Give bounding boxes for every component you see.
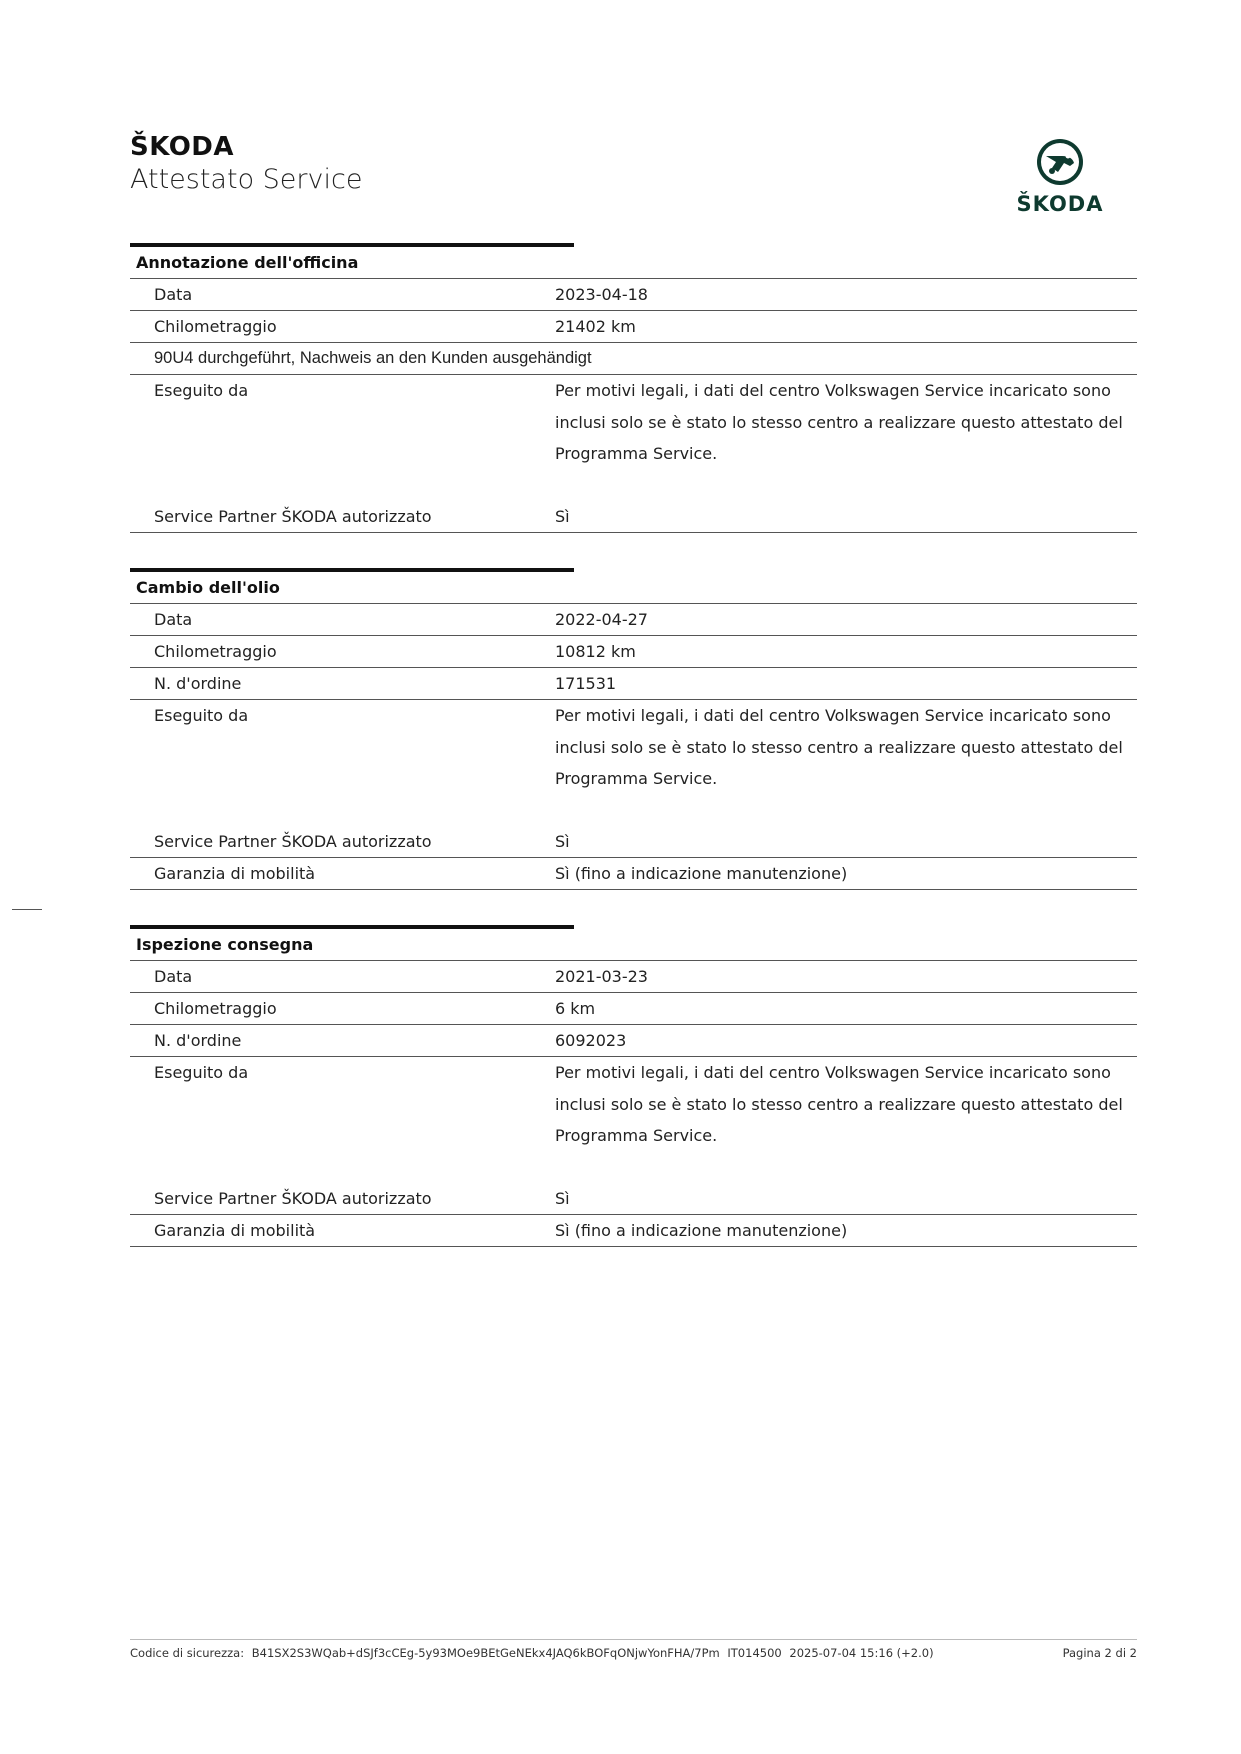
page-footer (130, 1639, 1137, 1660)
fold-mark (12, 909, 42, 910)
row-partner (130, 1183, 1137, 1215)
row-label: Garanzia di mobilità (154, 863, 316, 883)
row-label: Chilometraggio (154, 999, 277, 1018)
row-value: Per motivi legali, i dati del centro Volkswagen Service incaricato sono inclusi solo se è stato lo stesso centro a realizzare questo attestato del Programma Service. (555, 706, 1123, 788)
row-label: Eseguito da (154, 1063, 249, 1082)
row-label: N. d'ordine (154, 674, 242, 693)
row-note (130, 343, 1137, 375)
row-partner (130, 501, 1137, 533)
row-mileage (130, 636, 1137, 668)
skoda-logo (1000, 136, 1120, 216)
page-of: di (1115, 1646, 1127, 1660)
row-label: Data (154, 610, 193, 629)
row-date (130, 604, 1137, 636)
row-value: 2022-04-27 (555, 610, 648, 629)
section-oil-change (130, 568, 1137, 890)
row-label: Chilometraggio (154, 642, 277, 661)
row-done-by (130, 700, 1137, 795)
row-value: Sì (fino a indicazione manutenzione) (555, 1220, 848, 1240)
row-label: Eseguito da (154, 706, 249, 725)
page-total: 2 (1129, 1646, 1137, 1660)
page-label: Pagina (1062, 1646, 1101, 1660)
row-date (130, 961, 1137, 993)
section-title: Ispezione consegna (130, 929, 1137, 961)
row-value: Sì (555, 506, 570, 526)
row-done-by (130, 375, 1137, 470)
row-label: Eseguito da (154, 381, 249, 400)
skoda-logo-icon (1000, 136, 1120, 192)
row-value: 21402 km (555, 317, 636, 336)
row-label: Service Partner ŠKODA autorizzato (154, 831, 432, 851)
note-text: 90U4 durchgeführt, Nachweis an den Kunden ausgehändigt (154, 349, 592, 367)
row-value: Sì (555, 1188, 570, 1208)
page-title: Attestato Service (130, 164, 363, 195)
footer-security (130, 1646, 938, 1660)
row-label: Data (154, 967, 193, 986)
security-label: Codice di sicurezza: (130, 1646, 245, 1660)
row-label: Data (154, 285, 193, 304)
row-order-number (130, 668, 1137, 700)
section-workshop-note (130, 243, 1137, 533)
row-partner (130, 826, 1137, 858)
row-mileage (130, 311, 1137, 343)
row-label: Garanzia di mobilità (154, 1220, 316, 1240)
page-number (1063, 1646, 1137, 1660)
row-mileage (130, 993, 1137, 1025)
row-value: 2023-04-18 (555, 285, 648, 304)
row-value: Sì (fino a indicazione manutenzione) (555, 863, 848, 883)
row-value: 6092023 (555, 1031, 627, 1050)
brand-name: ŠKODA (130, 132, 235, 162)
timestamp: 2025-07-04 15:16 (+2.0) (789, 1646, 934, 1660)
row-mobility (130, 1215, 1137, 1247)
page-header (130, 132, 362, 195)
security-code: B41SX2S3WQab+dSJf3cCEg-5y93MOe9BEtGeNEkx4JAQ6kBOFqONjwYonFHA/7Pm (251, 1646, 720, 1660)
row-order-number (130, 1025, 1137, 1057)
row-label: Service Partner ŠKODA autorizzato (154, 506, 432, 526)
section-delivery-inspection (130, 925, 1137, 1247)
row-value: 10812 km (555, 642, 636, 661)
section-title: Cambio dell'olio (130, 572, 1137, 604)
row-value: 6 km (555, 999, 596, 1018)
document-code: IT014500 (727, 1646, 782, 1660)
row-label: Service Partner ŠKODA autorizzato (154, 1188, 432, 1208)
row-label: N. d'ordine (154, 1031, 242, 1050)
row-mobility (130, 858, 1137, 890)
row-date (130, 279, 1137, 311)
row-value: Per motivi legali, i dati del centro Volkswagen Service incaricato sono inclusi solo se è stato lo stesso centro a realizzare questo attestato del Programma Service. (555, 1063, 1123, 1145)
row-done-by (130, 1057, 1137, 1152)
row-value: 171531 (555, 674, 617, 693)
row-value: 2021-03-23 (555, 967, 648, 986)
row-label: Chilometraggio (154, 317, 277, 336)
row-value: Sì (555, 831, 570, 851)
page-current: 2 (1104, 1646, 1112, 1660)
row-value: Per motivi legali, i dati del centro Volkswagen Service incaricato sono inclusi solo se è stato lo stesso centro a realizzare questo attestato del Programma Service. (555, 381, 1123, 463)
logo-wordmark: ŠKODA (1016, 192, 1104, 216)
section-title: Annotazione dell'officina (130, 247, 1137, 279)
